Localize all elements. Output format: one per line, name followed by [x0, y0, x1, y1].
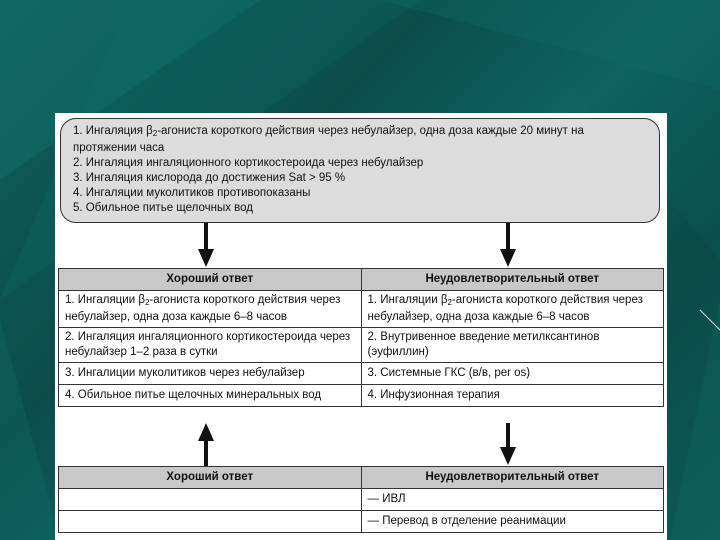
good-response-header: Хороший ответ [59, 269, 362, 291]
initial-item-4: 4. Ингаляции муколитиков противопоказаны [73, 187, 311, 199]
initial-item-2: 2. Ингаляция ингаляционного кортикостероида через небулайзер [73, 157, 424, 169]
arrow-down-left-1 [196, 223, 216, 268]
algorithm-panel [55, 113, 667, 540]
good-response-header-2: Хороший ответ [59, 467, 362, 489]
response-table-1 [58, 268, 664, 407]
arrow-down-right-1 [498, 223, 518, 268]
good-final-1 [59, 489, 362, 511]
response-table-2 [58, 466, 664, 533]
initial-treatment-box [60, 118, 660, 223]
initial-item-5: 5. Обильное питье щелочных вод [73, 202, 253, 214]
good-item-1: 1. Ингаляции $\beta_2$-агониста короткого действия через небулайзер, одна доза каждые 6–8 часов [59, 291, 362, 328]
arrow-up-left [196, 423, 216, 466]
good-final-2 [59, 511, 362, 533]
bad-item-3: 3. Системные ГКС (в/в, per os) [361, 363, 664, 385]
good-item-4: 4. Обильное питье щелочных минеральных вод [59, 385, 362, 407]
bad-item-4: 4. Инфузионная терапия [361, 385, 664, 407]
arrow-down-right-2 [498, 423, 518, 466]
good-item-2: 2. Ингаляция ингаляционного кортикостероида через небулайзер 1–2 раза в сутки [59, 328, 362, 363]
bad-final-2: — Перевод в отделение реанимации [361, 511, 664, 533]
initial-item-3: 3. Ингаляция кислорода до достижения Sat > 95 % [73, 172, 346, 184]
bad-final-1: — ИВЛ [361, 489, 664, 511]
bad-response-header: Неудовлетворительный ответ [361, 269, 664, 291]
bad-item-1: 1. Ингаляции $\beta_2$-агониста короткого действия через небулайзер, одна доза каждые 6–8 часов [361, 291, 664, 328]
bad-item-2: 2. Внутривенное введение метилксантинов (эуфиллин) [361, 328, 664, 363]
initial-item-1: 1. Ингаляция $\beta_2$-агониста короткого действия через небулайзер, одна доза каждые 20 минут на протяжении часа [73, 125, 584, 154]
good-item-3: 3. Ингалиции муколитиков через небулайзер [59, 363, 362, 385]
bad-response-header-2: Неудовлетворительный ответ [361, 467, 664, 489]
